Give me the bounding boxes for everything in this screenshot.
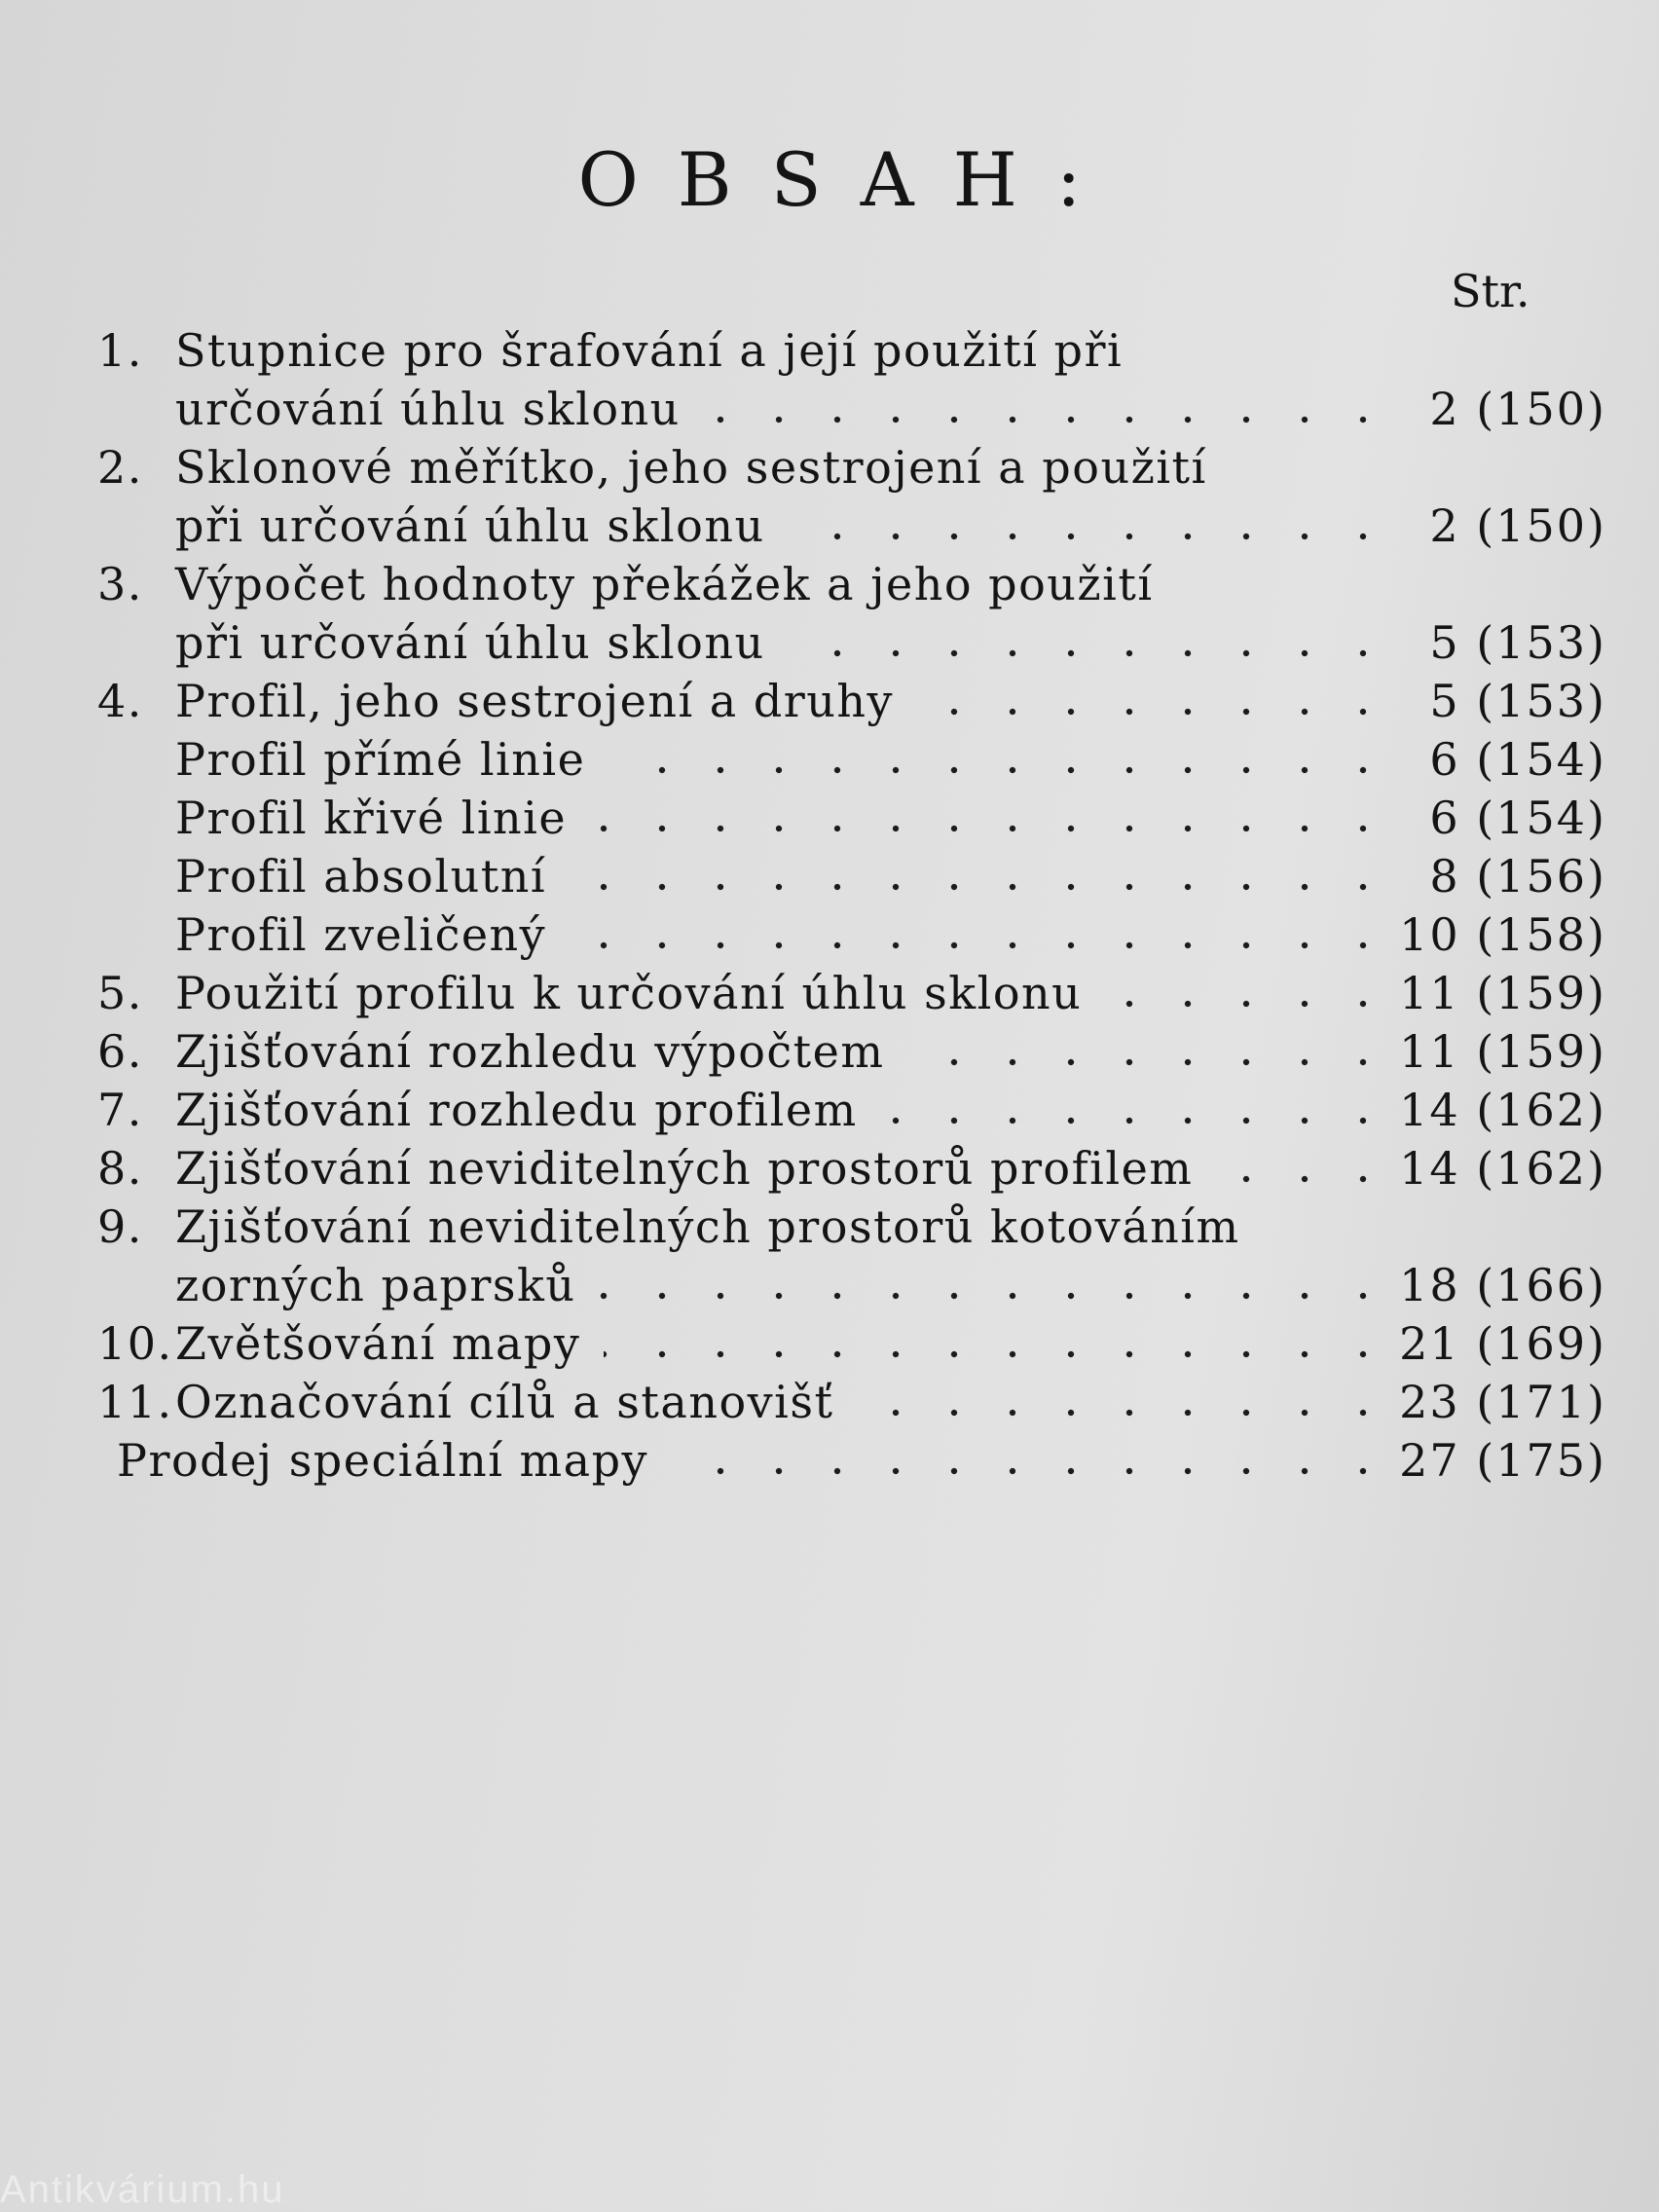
toc-entry-title: Označování cílů a stanovišť bbox=[175, 1376, 834, 1428]
toc-entry-page: 2 (150) bbox=[1429, 499, 1606, 552]
toc-entry-line bbox=[97, 380, 1616, 438]
dot-leader bbox=[789, 648, 1392, 658]
toc-entry-line bbox=[97, 1022, 1616, 1081]
toc-entry-line bbox=[97, 1256, 1616, 1314]
dot-leader bbox=[672, 1466, 1392, 1476]
toc-entry-number: 11. bbox=[97, 1376, 173, 1428]
toc-entry-page: 27 (175) bbox=[1399, 1434, 1606, 1487]
toc-entry-title: Sklonové měřítko, jeho sestrojení a použití bbox=[175, 441, 1207, 494]
toc-entry-line bbox=[97, 321, 1616, 380]
toc-entry bbox=[97, 964, 1616, 1022]
dot-leader bbox=[1216, 1174, 1392, 1184]
toc-entry-title: Prodej speciální mapy bbox=[117, 1434, 649, 1487]
toc-entry bbox=[97, 1198, 1616, 1314]
toc-entry bbox=[97, 905, 1616, 964]
toc-entry-line bbox=[97, 555, 1616, 613]
toc-entry-line bbox=[97, 730, 1616, 789]
toc-entry bbox=[97, 1431, 1616, 1490]
toc-entry-line bbox=[97, 905, 1616, 964]
toc-entry bbox=[97, 1373, 1616, 1431]
toc-entry-title: Použití profilu k určování úhlu sklonu bbox=[175, 967, 1083, 1019]
toc-entry-line bbox=[97, 438, 1616, 497]
toc-entry-line bbox=[97, 1198, 1616, 1256]
toc-entry-page: 18 (166) bbox=[1399, 1259, 1606, 1311]
dot-leader bbox=[1105, 999, 1392, 1009]
toc-entry-number: 1. bbox=[97, 324, 143, 377]
toc-entry-page: 11 (159) bbox=[1399, 1025, 1606, 1078]
toc-entry-line bbox=[97, 847, 1616, 905]
toc-entry-title: zorných paprsků bbox=[175, 1259, 576, 1311]
toc-entry-page: 5 (153) bbox=[1429, 675, 1606, 727]
dot-leader bbox=[907, 1057, 1392, 1067]
toc-entry-number: 9. bbox=[97, 1200, 143, 1253]
dot-leader bbox=[917, 707, 1392, 717]
toc-entry bbox=[97, 321, 1616, 438]
toc-entry-number: 6. bbox=[97, 1025, 143, 1078]
toc-entry-title: při určování úhlu sklonu bbox=[175, 616, 765, 669]
toc-entry-line bbox=[97, 1081, 1616, 1139]
toc-entry-page: 10 (158) bbox=[1399, 908, 1606, 961]
toc-entry-number: 3. bbox=[97, 558, 143, 610]
toc-entry-number: 10. bbox=[97, 1317, 173, 1370]
toc-entry-line bbox=[97, 1373, 1616, 1431]
page-title: OBSAH: bbox=[577, 136, 1121, 223]
toc-entry-line bbox=[97, 1431, 1616, 1490]
toc-entry-page: 21 (169) bbox=[1399, 1317, 1606, 1370]
toc-entry bbox=[97, 789, 1616, 847]
toc-entry-title: Profil zveličený bbox=[175, 908, 547, 961]
toc-entry-title: Profil absolutní bbox=[175, 850, 547, 903]
toc-entry-number: 5. bbox=[97, 967, 143, 1019]
dot-leader bbox=[789, 532, 1392, 541]
toc-entry-page: 14 (162) bbox=[1399, 1142, 1606, 1195]
toc-entry bbox=[97, 672, 1616, 730]
toc-entry-page: 5 (153) bbox=[1429, 616, 1606, 669]
toc-entry bbox=[97, 847, 1616, 905]
toc-entry-title: Zjišťování neviditelných prostorů profilem bbox=[175, 1142, 1194, 1195]
toc-entry bbox=[97, 438, 1616, 555]
toc-entry bbox=[97, 555, 1616, 672]
watermark: Antikvárium.hu bbox=[0, 2168, 285, 2211]
toc-entry-page: 8 (156) bbox=[1429, 850, 1606, 903]
toc-entry-number: 2. bbox=[97, 441, 143, 494]
toc-entry-page: 2 (150) bbox=[1429, 383, 1606, 435]
dot-leader bbox=[599, 1291, 1392, 1301]
dot-leader bbox=[604, 1349, 1392, 1359]
toc-entry-number: 8. bbox=[97, 1142, 143, 1195]
toc-entry-title: Profil přímé linie bbox=[175, 733, 586, 786]
toc-entry-page: 14 (162) bbox=[1399, 1084, 1606, 1136]
toc-entry-line bbox=[97, 672, 1616, 730]
dot-leader bbox=[704, 415, 1392, 424]
toc-entry-line bbox=[97, 613, 1616, 672]
toc-entry-title: Zjišťování rozhledu výpočtem bbox=[175, 1025, 885, 1078]
toc-entry-title: Stupnice pro šrafování a její použití při bbox=[175, 324, 1124, 377]
toc-entry-line bbox=[97, 497, 1616, 555]
toc-entry-page: 11 (159) bbox=[1399, 967, 1606, 1019]
dot-leader bbox=[608, 765, 1392, 775]
toc-entry-title: Profil, jeho sestrojení a druhy bbox=[175, 675, 895, 727]
toc-entry bbox=[97, 1139, 1616, 1198]
toc-entry-title: určování úhlu sklonu bbox=[175, 383, 681, 435]
toc-entry-title: Profil křivé linie bbox=[175, 792, 568, 844]
dot-leader bbox=[590, 824, 1392, 833]
toc-entry-title: Výpočet hodnoty překážek a jeho použití bbox=[175, 558, 1154, 610]
toc-entry-title: Zvětšování mapy bbox=[175, 1317, 581, 1370]
toc-entry-line bbox=[97, 1139, 1616, 1198]
dot-leader bbox=[570, 882, 1392, 892]
toc-entry bbox=[97, 730, 1616, 789]
page-column-header: Str. bbox=[1451, 265, 1530, 317]
toc-entry-number: 7. bbox=[97, 1084, 143, 1136]
toc-entry-page: 23 (171) bbox=[1399, 1376, 1606, 1428]
dot-leader bbox=[570, 940, 1392, 950]
toc-entry bbox=[97, 1314, 1616, 1373]
toc-entry-page: 6 (154) bbox=[1429, 733, 1606, 786]
toc-entry-line bbox=[97, 964, 1616, 1022]
toc-entry-line bbox=[97, 789, 1616, 847]
toc-entry-title: Zjišťování neviditelných prostorů kotováním bbox=[175, 1200, 1240, 1253]
dot-leader bbox=[881, 1116, 1392, 1125]
toc-entry-title: při určování úhlu sklonu bbox=[175, 499, 765, 552]
table-of-contents bbox=[97, 321, 1616, 1490]
toc-entry bbox=[97, 1081, 1616, 1139]
toc-entry-number: 4. bbox=[97, 675, 143, 727]
toc-entry-page: 6 (154) bbox=[1429, 792, 1606, 844]
toc-entry-line bbox=[97, 1314, 1616, 1373]
toc-entry-title: Zjišťování rozhledu profilem bbox=[175, 1084, 858, 1136]
dot-leader bbox=[857, 1408, 1392, 1418]
toc-entry bbox=[97, 1022, 1616, 1081]
